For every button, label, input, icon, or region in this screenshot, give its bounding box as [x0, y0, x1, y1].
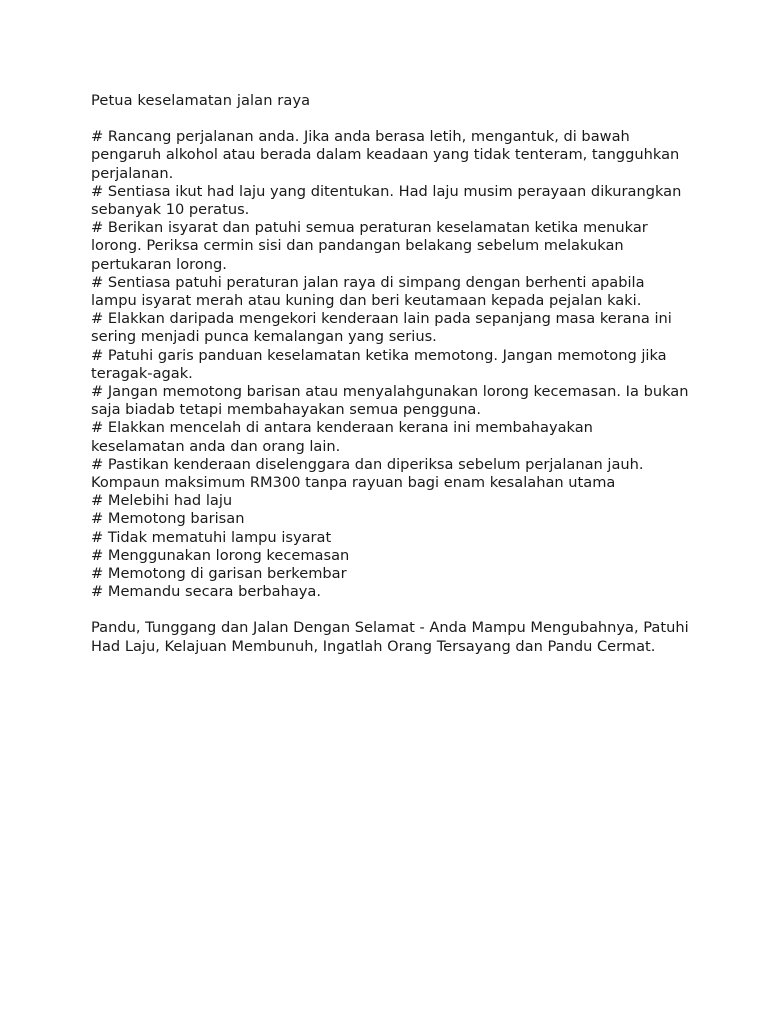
tip-item: # Berikan isyarat dan patuhi semua peraturan keselamatan ketika menukar lorong. Periksa cermin sisi dan pandangan belakang sebelum melakukan pertukaran lorong. — [91, 219, 648, 273]
offence-item: # Melebihi had laju — [91, 492, 233, 510]
tip-item: # Elakkan daripada mengekori kenderaan lain pada sepanjang masa kerana ini sering menjadi punca kemalangan yang serius. — [91, 310, 672, 346]
tip-item: # Sentiasa ikut had laju yang ditentukan. Had laju musim perayaan dikurangkan sebanyak 10 peratus. — [91, 182, 682, 219]
tip-item: # Elakkan mencelah di antara kenderaan kerana ini membahayakan keselamatan anda dan orang lain. — [91, 419, 593, 455]
offence-item: # Memotong di garisan berkembar — [91, 565, 347, 583]
tip-item: # Rancang perjalanan anda. Jika anda berasa letih, mengantuk, di bawah pengaruh alkohol atau berada dalam keadaan yang tidak tenteram, tangguhkan perjalanan. — [91, 128, 680, 182]
offence-list — [91, 492, 691, 601]
offence-item: # Tidak mematuhi lampu isyarat — [91, 528, 332, 546]
compound-intro: Kompaun maksimum RM300 tanpa rayuan bagi enam kesalahan utama — [91, 474, 616, 492]
document-content — [91, 92, 691, 656]
offence-item: # Memandu secara berbahaya. — [91, 583, 321, 601]
tip-item: # Pastikan kenderaan diselenggara dan diperiksa sebelum perjalanan jauh. — [91, 455, 644, 473]
closing-slogan: Pandu, Tunggang dan Jalan Dengan Selamat - Anda Mampu Mengubahnya, Patuhi Had Laju, Kelajuan Membunuh, Ingatlah Orang Tersayang dan Pandu Cermat. — [91, 619, 689, 655]
document-title: Petua keselamatan jalan raya — [91, 92, 311, 109]
offence-item: # Memotong barisan — [91, 510, 245, 528]
tip-item: # Jangan memotong barisan atau menyalahgunakan lorong kecemasan. Ia bukan saja biadab tetapi membahayakan semua pengguna. — [91, 383, 689, 419]
tip-list — [91, 128, 691, 474]
offence-item: # Menggunakan lorong kecemasan — [91, 546, 350, 564]
tip-item: # Patuhi garis panduan keselamatan ketika memotong. Jangan memotong jika teragak-agak. — [91, 346, 667, 382]
tip-item: # Sentiasa patuhi peraturan jalan raya di simpang dengan berhenti apabila lampu isyarat merah atau kuning dan beri keutamaan kepada pejalan kaki. — [91, 273, 645, 310]
